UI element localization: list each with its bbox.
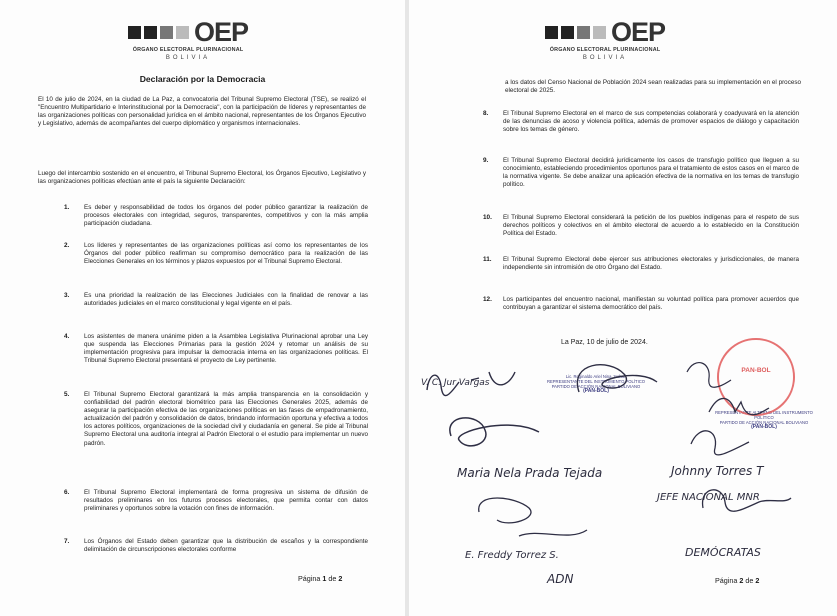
declaration-item-8 xyxy=(483,110,799,134)
declaration-item-11 xyxy=(483,256,799,272)
item-text: Los participantes del encuentro nacional, manifiestan su voluntad política para promover acuerdos que contribuyan a garantizar el sistema democrático del país. xyxy=(503,296,799,312)
logo-square-dark xyxy=(561,26,574,39)
oep-logo xyxy=(128,18,248,61)
item-text: El Tribunal Supremo Electoral decidirá jurídicamente los casos de transfugio político que lleguen a su conocimiento, estableciendo procedimientos oportunos para el tratamiento de estos casos en el marco de la normativa vigente. Se debe analizar una aplicación efectiva de la normativa en los temas de transfugio político. xyxy=(503,157,799,189)
item-text: El Tribunal Supremo Electoral garantizará la más amplia transparencia en la consolidación y confiabilidad del padrón electoral biométrico para las Elecciones Generales 2025, además de asegurar la participación efectiva de las organizaciones políticas en las fases de empadronamiento, actualización del padrón y consolidación de datos, brindando información oportuna y efectiva a todos los actores políticos, organizaciones de la sociedad civil y ciudadanía en general. Se pide al Tribunal Supremo Electoral una auditoría integral al Padrón Electoral o el estudio para implementar un nuevo padrón. xyxy=(84,391,368,447)
logo-square-mid xyxy=(577,26,590,39)
handwritten-name-freddy: E. Freddy Torrez S. xyxy=(465,550,559,561)
handwritten-title-jefe: JEFE NACIONAL MNR xyxy=(657,492,760,503)
pan-bol-stamp-1: Lic. Reginaldo Ariel Nina Jachari REPRESENTANTE DEL INSTRUMENTO POLÍTICO PARTIDO DE ACCIÓN NACIONAL BOLIVIANO (PAN-BOL) xyxy=(546,374,646,394)
logo-square-mid xyxy=(160,26,173,39)
item-number: 10. xyxy=(483,214,492,221)
page-number: Página 1 de 2 xyxy=(298,574,343,583)
declaration-item-5 xyxy=(64,391,368,448)
item-number: 5. xyxy=(64,391,70,398)
document-page-1 xyxy=(0,0,405,616)
handwritten-adn: ADN xyxy=(547,572,574,586)
oep-logo xyxy=(545,18,665,61)
handwritten-democratas: DEMÓCRATAS xyxy=(685,546,761,559)
item-number: 3. xyxy=(64,292,70,299)
item-number: 6. xyxy=(64,489,70,496)
declaration-item-2 xyxy=(64,242,368,266)
party-seal-icon: PAN-BOL xyxy=(717,338,795,416)
logo-organo: ÓRGANO ELECTORAL PLURINACIONAL xyxy=(549,47,661,53)
handwritten-name-maria: Maria Nela Prada Tejada xyxy=(457,466,603,480)
item-number: 1. xyxy=(64,204,70,211)
pan-bol-stamp-2: REPRESENTANTE ALTERNO DEL INSTRUMENTO POLÍTICO PARTIDO DE ACCIÓN NACIONAL BOLIVIANO (PAN-BOL) xyxy=(715,410,813,430)
item-text: El Tribunal Supremo Electoral en el marco de sus competencias colaborará y coadyuvará en la atención de las denuncias de acoso y violencia política, además de promover espacios de diálogo y capacitación sobre los temas de género. xyxy=(503,110,799,134)
logo-wordmark: OEP xyxy=(194,17,249,47)
declaration-item-1 xyxy=(64,204,368,228)
document-page-2 xyxy=(409,0,837,616)
item-number: 8. xyxy=(483,110,489,117)
item-number: 9. xyxy=(483,157,489,164)
item-number: 7. xyxy=(64,538,70,545)
logo-square-dark xyxy=(545,26,558,39)
logo-organo: ÓRGANO ELECTORAL PLURINACIONAL xyxy=(132,47,244,53)
logo-country: BOLIVIA xyxy=(582,55,628,61)
document-title: Declaración por la Democracia xyxy=(139,74,266,84)
declaration-item-7 xyxy=(64,538,368,554)
item-text: El Tribunal Supremo Electoral implementará de forma progresiva un sistema de difusión de resultados preliminares en los futuros procesos electorales, que permita contar con datos preliminares y oportunos sobre la votación con fines de información. xyxy=(84,489,368,513)
logo-country: BOLIVIA xyxy=(165,55,211,61)
item-text: Es una prioridad la realización de las Elecciones Judiciales con la finalidad de renovar a las autoridades judiciales en el marco constitucional y legal vigente en el país. xyxy=(84,292,368,308)
logo-square-dark xyxy=(128,26,141,39)
declaration-item-9 xyxy=(483,157,799,189)
handwritten-signature-name: V. C. Jur Vargas xyxy=(421,378,490,388)
item-number: 11. xyxy=(483,256,492,263)
declaration-item-12 xyxy=(483,296,799,312)
declaration-item-3 xyxy=(64,292,368,308)
logo-square-dark xyxy=(144,26,157,39)
declaration-item-4 xyxy=(64,333,368,365)
declaration-item-6 xyxy=(64,489,368,513)
item-text: Los Órganos del Estado deben garantizar que la distribución de escaños y la correspondiente delimitación de circunscripciones electorales conforme xyxy=(84,538,368,554)
continuation-paragraph: a los datos del Censo Nacional de Población 2024 sean realizadas para su implementación en el proceso electoral de 2025. xyxy=(505,79,801,95)
intro-paragraph-2: Luego del intercambio sostenido en el encuentro, el Tribunal Supremo Electoral, los Órganos Ejecutivo, Legislativo y las organizaciones políticas efectúan ante el país la siguiente Declaración: xyxy=(38,170,366,186)
item-number: 4. xyxy=(64,333,70,340)
item-number: 2. xyxy=(64,242,70,249)
item-text: El Tribunal Supremo Electoral debe ejercer sus atribuciones electorales y jurisdiccionales, de manera independiente sin intromisión de otro Órgano del Estado. xyxy=(503,256,799,272)
item-text: Los asistentes de manera unánime piden a la Asamblea Legislativa Plurinacional aprobar una Ley que suspenda las Elecciones Primarias para la gestión 2024 y retomar un análisis de su implementación progresiva para impulsar la democracia interna en las organizaciones políticas. El Tribunal Supremo Electoral presentará el proyecto de Ley pertinente. xyxy=(84,333,368,365)
logo-square-light xyxy=(176,26,189,39)
page-number: Página 2 de 2 xyxy=(715,576,760,585)
date-place-line: La Paz, 10 de julio de 2024. xyxy=(561,339,648,346)
logo-square-light xyxy=(593,26,606,39)
logo-wordmark: OEP xyxy=(611,17,666,47)
declaration-item-10 xyxy=(483,214,799,238)
item-number: 12. xyxy=(483,296,492,303)
item-text: El Tribunal Supremo Electoral considerará la petición de los pueblos indígenas para el respeto de sus derechos políticos y colectivos en el ámbito electoral de acuerdo a lo establecido en la Constitución Política del Estado. xyxy=(503,214,799,238)
intro-paragraph: El 10 de julio de 2024, en la ciudad de La Paz, a convocatoria del Tribunal Supremo Electoral (TSE), se realizó el "Encuentro Multipartidario e Interinstitucional por la Democracia", con la participación de líderes y representantes de las organizaciones políticas con personalidad jurídica en el ámbito nacional, representantes de los Órganos Ejecutivo y Legislativo, además de acompañantes del cuerpo diplomático y organismos internacionales. xyxy=(38,96,366,128)
item-text: Los líderes y representantes de las organizaciones políticas así como los representantes de los Órganos del poder público reafirman su compromiso democrático para la realización de las Elecciones Generales en los términos y plazos expuestos por el Tribunal Supremo Electoral. xyxy=(84,242,368,266)
handwritten-name-johnny: Johnny Torres T xyxy=(671,464,764,478)
item-text: Es deber y responsabilidad de todos los órganos del poder público garantizar la realización de procesos electorales con integridad, seguros, transparentes, competitivos y con la más amplia participación ciudadana. xyxy=(84,204,368,228)
